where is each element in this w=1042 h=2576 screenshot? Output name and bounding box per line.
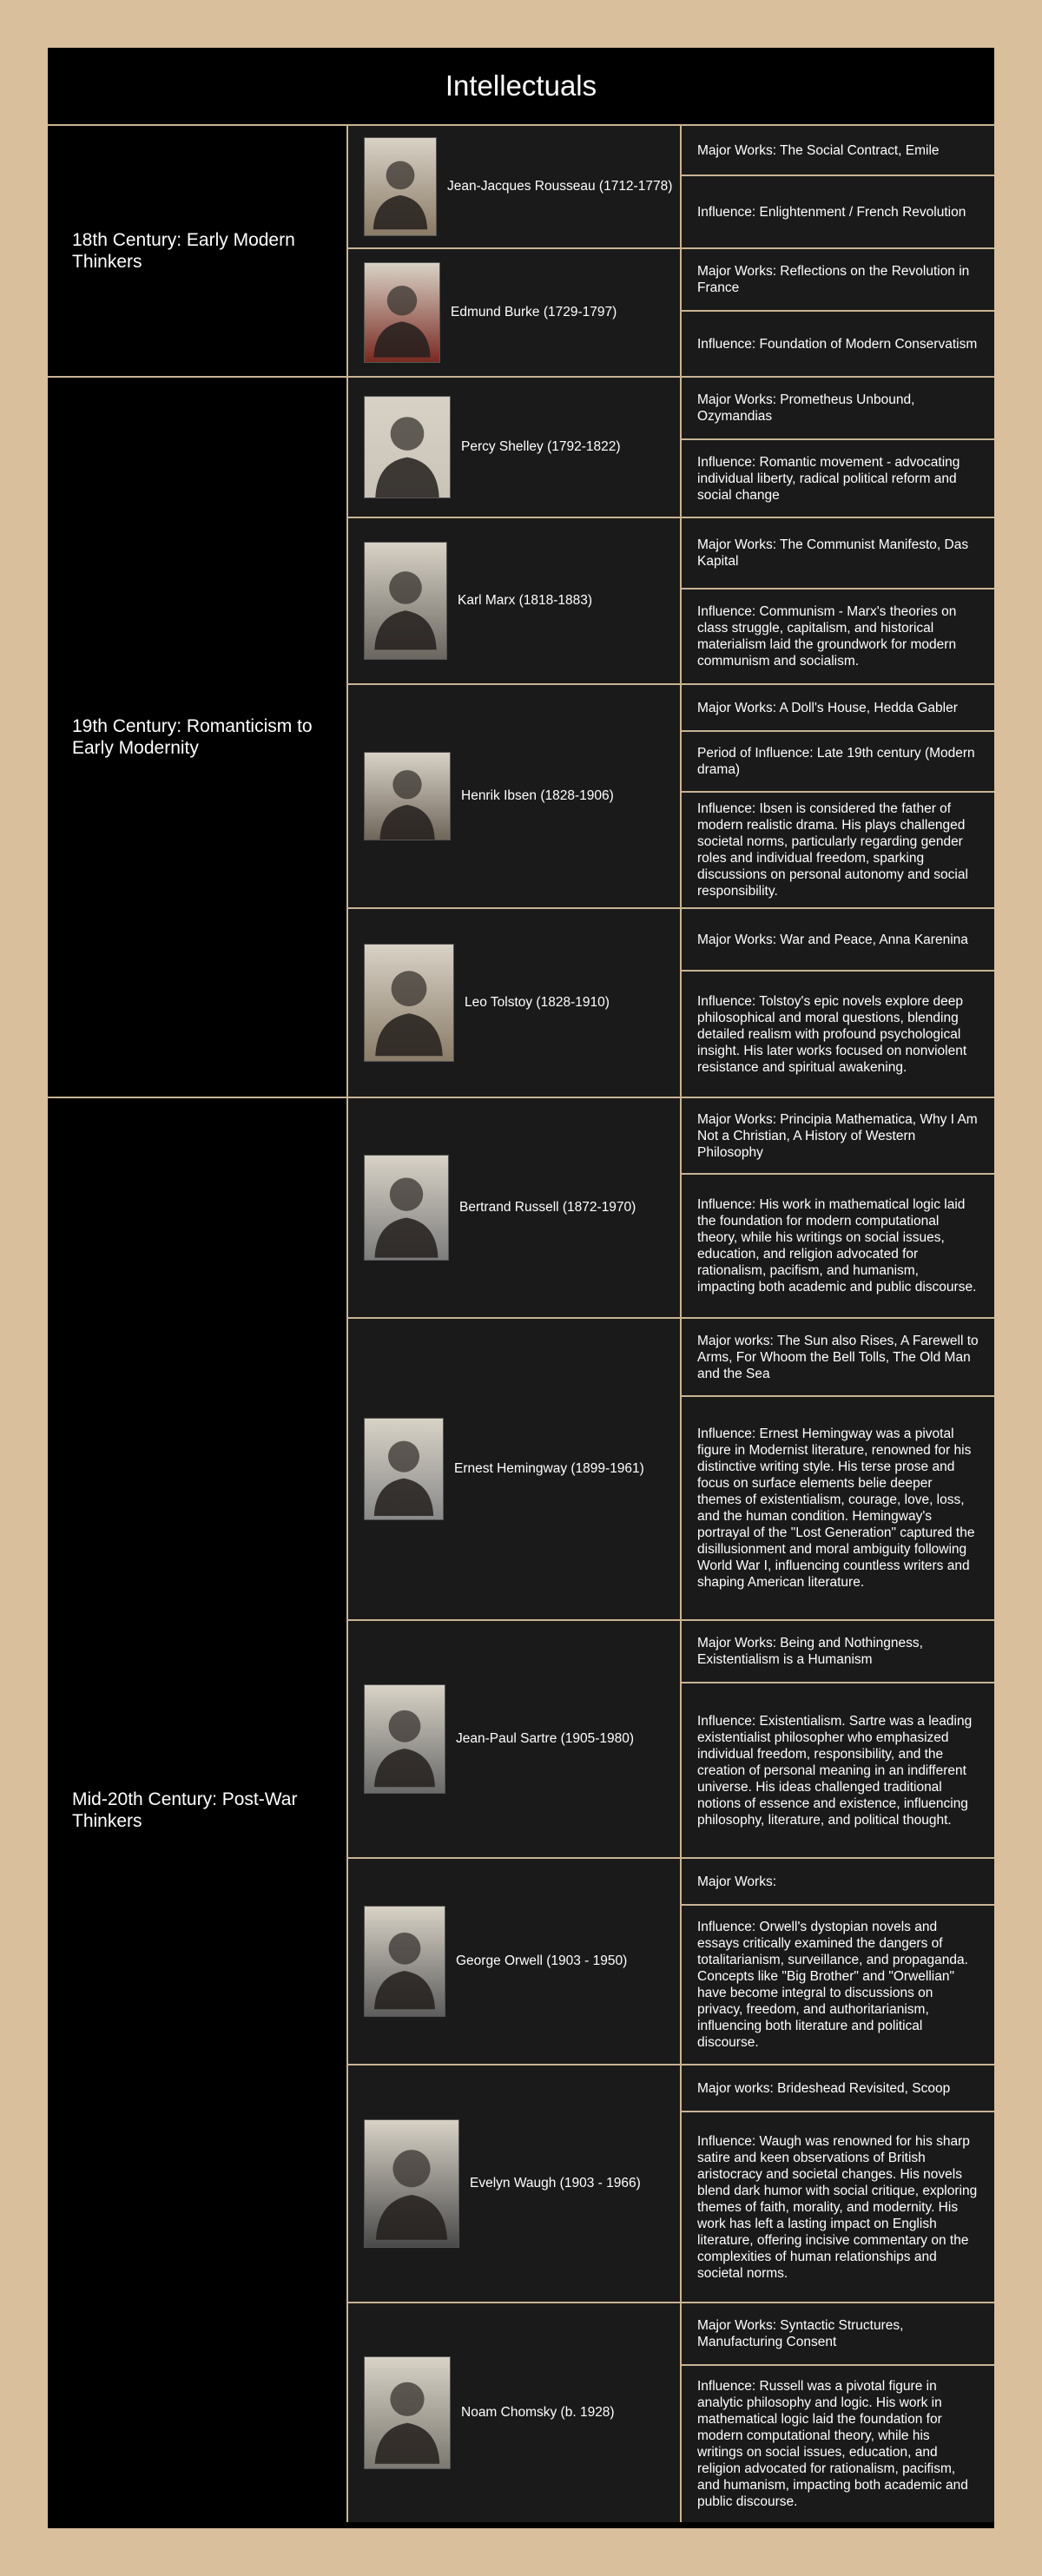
fact-text: Major Works: bbox=[697, 1874, 777, 1889]
facts-column bbox=[682, 1859, 994, 2064]
person-cell bbox=[348, 1621, 682, 1857]
person-name: Ernest Hemingway (1899-1961) bbox=[454, 1461, 644, 1476]
person-name: George Orwell (1903 - 1950) bbox=[456, 1953, 628, 1968]
person-cell bbox=[348, 1859, 682, 2064]
marx-portrait-icon bbox=[364, 542, 447, 660]
facts-column bbox=[682, 685, 994, 907]
fact-text: Major Works: The Social Contract, Emile bbox=[697, 142, 940, 158]
tolstoy-portrait-icon bbox=[364, 944, 454, 1062]
facts-column bbox=[682, 909, 994, 1097]
facts-column bbox=[682, 2065, 994, 2302]
fact-text: Influence: Romantic movement - advocating individual liberty, radical political reform and social change bbox=[697, 454, 960, 503]
era-row bbox=[48, 378, 994, 1098]
fact-text: Major Works: Syntactic Structures, Manufacturing Consent bbox=[697, 2318, 904, 2349]
fact-text: Influence: Enlightenment / French Revolution bbox=[697, 204, 966, 220]
fact-cell bbox=[682, 1621, 994, 1683]
fact-text: Major Works: War and Peace, Anna Karenina bbox=[697, 932, 968, 947]
person-row bbox=[348, 518, 994, 685]
fact-cell bbox=[682, 2366, 994, 2522]
fact-cell bbox=[682, 176, 994, 247]
people-column bbox=[348, 378, 994, 1097]
fact-cell bbox=[682, 378, 994, 440]
fact-cell bbox=[682, 2065, 994, 2112]
facts-column bbox=[682, 1319, 994, 1619]
facts-column bbox=[682, 518, 994, 683]
orwell-portrait-icon bbox=[364, 1906, 445, 2017]
fact-cell bbox=[682, 440, 994, 517]
person-row bbox=[348, 249, 994, 376]
ibsen-portrait-icon bbox=[364, 752, 451, 840]
person-cell bbox=[348, 126, 682, 247]
person-cell bbox=[348, 1319, 682, 1619]
person-name: Jean-Paul Sartre (1905-1980) bbox=[456, 1731, 635, 1746]
person-row bbox=[348, 126, 994, 249]
person-name: Edmund Burke (1729-1797) bbox=[451, 305, 617, 320]
person-name: Karl Marx (1818-1883) bbox=[458, 593, 593, 608]
page-title: Intellectuals bbox=[48, 48, 994, 126]
fact-text: Major Works: The Communist Manifesto, Das Kapital bbox=[697, 537, 969, 569]
fact-cell bbox=[682, 312, 994, 376]
person-row bbox=[348, 1621, 994, 1859]
fact-text: Influence: Tolstoy's epic novels explore deep philosophical and moral questions, blending detailed realism with profound psychological insight. His later works focused on nonviolent resistance and spiritual awakening. bbox=[697, 993, 967, 1075]
hemingway-portrait-icon bbox=[364, 1418, 444, 1520]
era-row bbox=[48, 1098, 994, 2522]
era-label: 18th Century: Early Modern Thinkers bbox=[48, 126, 348, 376]
eras-table bbox=[48, 126, 994, 2522]
fact-cell bbox=[682, 1098, 994, 1175]
person-row bbox=[348, 1859, 994, 2065]
chomsky-portrait-icon bbox=[364, 2356, 451, 2469]
facts-column bbox=[682, 1098, 994, 1317]
era-label: Mid-20th Century: Post-War Thinkers bbox=[48, 1098, 348, 2522]
fact-cell bbox=[682, 1319, 994, 1397]
person-row bbox=[348, 2065, 994, 2303]
fact-text: Major Works: Reflections on the Revolution in France bbox=[697, 264, 970, 295]
fact-cell bbox=[682, 1397, 994, 1619]
facts-column bbox=[682, 126, 994, 247]
sartre-portrait-icon bbox=[364, 1684, 445, 1794]
person-row bbox=[348, 685, 994, 909]
person-row bbox=[348, 378, 994, 518]
person-cell bbox=[348, 2065, 682, 2302]
fact-text: Influence: Ibsen is considered the father of modern realistic drama. His plays challenged societal norms, particularly regarding gender roles and individual freedom, sparking discussions on personal autonomy and social responsibility. bbox=[697, 801, 968, 899]
fact-text: Influence: His work in mathematical logic laid the foundation for modern computational theory, while his writings on social issues, education, and religion advocated for rationalism, pacifism, and humanism, impacting both academic and public discourse. bbox=[697, 1197, 977, 1295]
person-row bbox=[348, 909, 994, 1097]
fact-cell bbox=[682, 2303, 994, 2366]
fact-cell bbox=[682, 1906, 994, 2064]
fact-cell bbox=[682, 1683, 994, 1857]
shelley-portrait-icon bbox=[364, 396, 451, 498]
fact-text: Influence: Existentialism. Sartre was a leading existentialist philosopher who emphasized individual freedom, responsibility, and the creation of personal meaning in an indifferent universe. His ideas challenged traditional notions of essence and existence, influencing philosophy, literature, and political thought. bbox=[697, 1713, 973, 1828]
person-cell bbox=[348, 249, 682, 376]
burke-portrait-icon bbox=[364, 262, 440, 363]
fact-cell bbox=[682, 249, 994, 312]
fact-text: Major works: The Sun also Rises, A Farewell to Arms, For Whoom the Bell Tolls, The Old Man and the Sea bbox=[697, 1333, 979, 1381]
people-column bbox=[348, 126, 994, 376]
fact-cell bbox=[682, 732, 994, 793]
fact-text: Influence: Waugh was renowned for his sharp satire and keen observations of British aristocracy and societal changes. His novels blend dark humor with social critique, exploring themes of faith, morality, and modernity. His work has left a lasting impact on English literature, offering incisive commentary on the complexities of human relationships and societal norms. bbox=[697, 2133, 978, 2281]
person-name: Percy Shelley (1792-1822) bbox=[461, 439, 621, 454]
era-label: 19th Century: Romanticism to Early Modernity bbox=[48, 378, 348, 1097]
person-name: Noam Chomsky (b. 1928) bbox=[461, 2405, 615, 2420]
fact-text: Influence: Ernest Hemingway was a pivotal figure in Modernist literature, renowned for his distinctive writing style. His terse prose and focus on surface elements belie deeper themes of existentialism, courage, love, loss, and the human condition. Hemingway's portrayal of the "Lost Generation" captured the disillusionment and moral ambiguity following World War I, influencing countless writers and shaping American literature. bbox=[697, 1426, 975, 1590]
person-cell bbox=[348, 685, 682, 907]
person-row bbox=[348, 2303, 994, 2522]
rousseau-portrait-icon bbox=[364, 137, 437, 236]
person-cell bbox=[348, 2303, 682, 2522]
facts-column bbox=[682, 249, 994, 376]
fact-cell bbox=[682, 793, 994, 907]
person-name: Bertrand Russell (1872-1970) bbox=[459, 1200, 636, 1215]
waugh-portrait-icon bbox=[364, 2119, 459, 2248]
fact-cell bbox=[682, 909, 994, 972]
fact-cell bbox=[682, 518, 994, 590]
facts-column bbox=[682, 2303, 994, 2522]
russell-portrait-icon bbox=[364, 1155, 449, 1261]
person-name: Evelyn Waugh (1903 - 1966) bbox=[470, 2176, 641, 2191]
intellectuals-board bbox=[48, 48, 994, 2528]
fact-text: Major Works: Prometheus Unbound, Ozymandias bbox=[697, 392, 915, 424]
person-row bbox=[348, 1098, 994, 1319]
person-cell bbox=[348, 909, 682, 1097]
fact-cell bbox=[682, 972, 994, 1097]
person-name: Jean-Jacques Rousseau (1712-1778) bbox=[447, 179, 673, 194]
people-column bbox=[348, 1098, 994, 2522]
fact-cell bbox=[682, 1175, 994, 1317]
person-cell bbox=[348, 378, 682, 517]
facts-column bbox=[682, 378, 994, 517]
era-row bbox=[48, 126, 994, 378]
fact-text: Major Works: A Doll's House, Hedda Gabler bbox=[697, 700, 958, 715]
facts-column bbox=[682, 1621, 994, 1857]
fact-text: Influence: Foundation of Modern Conservatism bbox=[697, 336, 978, 352]
fact-cell bbox=[682, 2112, 994, 2302]
person-cell bbox=[348, 518, 682, 683]
fact-cell bbox=[682, 1859, 994, 1906]
person-name: Leo Tolstoy (1828-1910) bbox=[465, 995, 610, 1010]
fact-cell bbox=[682, 590, 994, 683]
fact-text: Major Works: Principia Mathematica, Why I Am Not a Christian, A History of Western Philosophy bbox=[697, 1111, 978, 1160]
fact-text: Influence: Communism - Marx's theories on class struggle, capitalism, and historical materialism laid the groundwork for modern communism and socialism. bbox=[697, 604, 957, 669]
person-name: Henrik Ibsen (1828-1906) bbox=[461, 788, 614, 803]
person-cell bbox=[348, 1098, 682, 1317]
fact-text: Period of Influence: Late 19th century (Modern drama) bbox=[697, 746, 975, 777]
person-row bbox=[348, 1319, 994, 1621]
fact-text: Influence: Russell was a pivotal figure in analytic philosophy and logic. His work in mathematical logic laid the foundation for modern computational theory, while his writings on social issues, education, and religion advocated for rationalism, pacifism, and humanism, impacting both academic and public discourse. bbox=[697, 2379, 968, 2509]
fact-text: Major works: Brideshead Revisited, Scoop bbox=[697, 2080, 951, 2096]
fact-text: Major Works: Being and Nothingness, Existentialism is a Humanism bbox=[697, 1636, 923, 1667]
fact-text: Influence: Orwell's dystopian novels and essays critically examined the dangers of totalitarianism, surveillance, and propaganda. Concepts like "Big Brother" and "Orwellian" have become integral to discussions on privacy, freedom, and authoritarianism, influencing both literature and political discourse. bbox=[697, 1920, 968, 2050]
fact-cell bbox=[682, 685, 994, 732]
fact-cell bbox=[682, 126, 994, 176]
